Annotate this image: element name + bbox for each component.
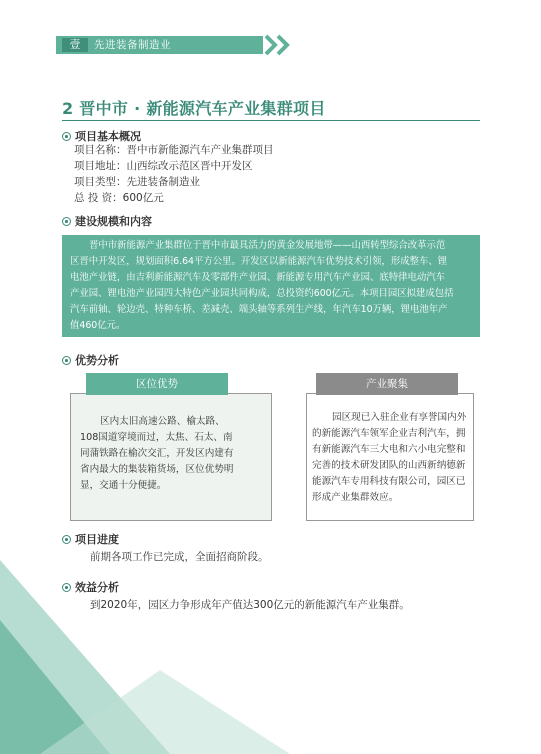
card-line: 同蒲铁路在榆次交汇，开发区内建有 <box>80 448 234 459</box>
scale-line: 汽车前轴、轮边壳、特种车桥、差减壳、端头轴等系列生产线，年汽车10万辆，锂电池年产 <box>70 304 448 315</box>
location-advantage-text <box>80 414 264 494</box>
card-line: 省内最大的集装箱货场，区位优势明 <box>80 464 234 475</box>
circle-bullet-icon <box>62 583 71 592</box>
overview-line: 总 投 资：600亿元 <box>74 192 164 204</box>
card-line: 有新能源汽车三大电和六小电完整和 <box>312 444 466 455</box>
section-heading-benefit: 效益分析 <box>62 579 119 595</box>
benefit-text: 到2020年，园区力争形成年产值达300亿元的新能源汽车产业集群。 <box>90 599 410 611</box>
card-line: 园区现已入驻企业有享誉国内外 <box>332 412 467 423</box>
page-title: 2 晋中市 · 新能源汽车产业集群项目 <box>62 99 326 118</box>
card-line: 能源汽车专用科技有限公司，园区已 <box>312 476 466 487</box>
card-line: 的新能源汽车领军企业吉利汽车，拥 <box>312 428 466 439</box>
card-line: 区内太旧高速公路、榆太路、 <box>100 416 225 427</box>
scale-line: 晋中市新能源产业集群位于晋中市最具活力的黄金发展地带——山西转型综合改革示范 <box>89 240 446 251</box>
location-advantage-tab: 区位优势 <box>86 373 228 395</box>
industry-cluster-tab: 产业聚集 <box>316 373 458 395</box>
circle-bullet-icon <box>62 535 71 544</box>
scale-line: 产业园、锂电池产业园四大特色产业园共同构成，总投资约600亿元。本项目园区拟建成包括 <box>70 288 454 299</box>
double-chevron-right-icon <box>262 34 302 56</box>
scale-content-text <box>70 238 472 334</box>
card-line: 108国道穿境而过，太焦、石太、南 <box>80 432 233 443</box>
circle-bullet-icon <box>62 132 71 141</box>
section-heading-advantage: 优势分析 <box>62 352 119 368</box>
overview-line: 项目名称：晋中市新能源汽车产业集群项目 <box>74 144 274 156</box>
header-title: 先进装备制造业 <box>94 39 171 51</box>
circle-bullet-icon <box>62 356 71 365</box>
card-line: 显，交通十分便捷。 <box>80 480 167 491</box>
title-divider <box>62 120 480 121</box>
scale-line: 值460亿元。 <box>70 320 126 331</box>
scale-line: 电池产业链，由吉利新能源汽车及零部件产业园、新能源专用汽车产业园、底特律电动汽车 <box>70 272 446 283</box>
card-line: 完善的技术研发团队的山西新纳德新 <box>312 460 466 471</box>
section-heading-overview: 项目基本概况 <box>62 128 141 144</box>
section-heading-progress: 项目进度 <box>62 531 119 547</box>
progress-text: 前期各项工作已完成，全面招商阶段。 <box>90 551 269 563</box>
header-chip: 壹 <box>62 38 88 52</box>
overview-line: 项目地址：山西综改示范区晋中开发区 <box>74 160 253 172</box>
section-heading-scale: 建设规模和内容 <box>62 213 152 229</box>
card-line: 形成产业集群效应。 <box>312 492 399 503</box>
industry-cluster-text <box>312 410 470 506</box>
circle-bullet-icon <box>62 217 71 226</box>
scale-line: 区晋中开发区，规划面积6.64平方公里。开发区以新能源汽车优势技术引领，形成整车、锂 <box>70 256 448 267</box>
overview-line: 项目类型：先进装备制造业 <box>74 176 200 188</box>
